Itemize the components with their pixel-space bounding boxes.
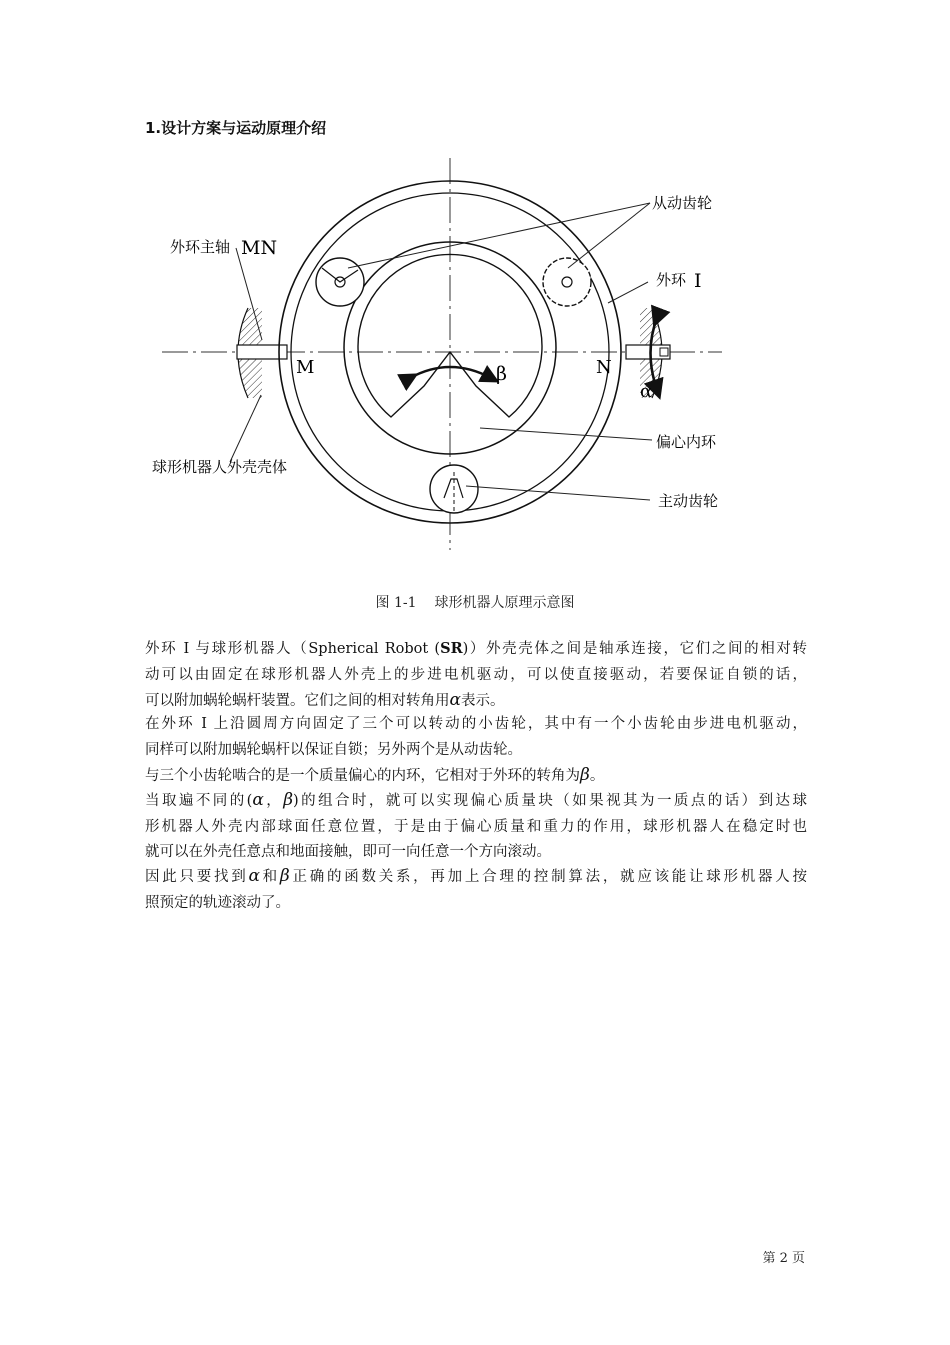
- paragraph-2: [145, 712, 807, 763]
- label-outer-axis-mn: MN: [241, 237, 278, 259]
- driven-gear-left: [316, 258, 364, 306]
- alpha-symbol: α: [252, 790, 264, 810]
- beta-symbol: β: [580, 765, 590, 785]
- paragraph-1-line-3: 可以附加蜗轮蜗杆装置。它们之间的相对转角用α表示。: [145, 690, 505, 710]
- label-point-m: M: [296, 357, 315, 378]
- alpha-symbol: α: [449, 690, 461, 710]
- page-number: 第 2 页: [762, 1251, 805, 1266]
- label-outer-ring: 外环: [656, 271, 687, 289]
- label-shell: 球形机器人外壳壳体: [152, 458, 288, 476]
- paragraph-2-line-1: 在外环 I 上沿圆周方向固定了三个可以转动的小齿轮，其中有一个小齿轮由步进电机驱动，: [145, 716, 807, 732]
- figure-caption: [0, 592, 950, 612]
- paragraph-4: [145, 788, 807, 866]
- right-shaft-key: [660, 348, 668, 356]
- figure-caption-text: 球形机器人原理示意图: [434, 595, 575, 611]
- label-beta: β: [496, 363, 507, 385]
- alpha-symbol: α: [248, 866, 260, 886]
- paragraph-5: [145, 864, 807, 916]
- driving-gear: [430, 465, 478, 513]
- paragraph-5-line-1: 因此只要找到α和β正确的函数关系，再加上合理的控制算法，就应该能让球形机器人按: [145, 866, 808, 886]
- paragraph-4-line-1: 当取遍不同的(α，β)的组合时，就可以实现偏心质量块（如果视其为一质点的话）到达球: [145, 790, 807, 810]
- paragraph-1-line-2: 动可以由固定在球形机器人外壳上的步进电机驱动，可以使直接驱动，若要保证自锁的话，: [145, 666, 807, 683]
- label-alpha: α: [640, 381, 653, 402]
- paragraph-4-line-2: 形机器人外壳内部球面任意位置，于是由于偏心质量和重力的作用，球形机器人在稳定时也: [145, 818, 807, 835]
- label-driven-gear: 从动齿轮: [652, 194, 713, 212]
- label-driving-gear: 主动齿轮: [658, 492, 719, 510]
- spherical-robot-diagram: [0, 0, 950, 590]
- section-heading: 1.设计方案与运动原理介绍: [145, 119, 327, 137]
- beta-symbol: β: [283, 790, 294, 810]
- paragraph-2-line-2: 同样可以附加蜗轮蜗杆以保证自锁；另外两个是从动齿轮。: [145, 741, 522, 758]
- label-point-n: N: [596, 357, 612, 378]
- label-outer-axis: 外环主轴: [170, 238, 231, 256]
- paragraph-3-line-1: 与三个小齿轮啮合的是一个质量偏心的内环，它相对于外环的转角为β。: [145, 765, 605, 785]
- beta-symbol: β: [279, 866, 290, 886]
- label-outer-ring-numeral: I: [694, 270, 702, 292]
- driven-gear-right: [543, 258, 591, 306]
- figure-number: 图 1-1: [375, 595, 417, 611]
- label-eccentric-inner-ring: 偏心内环: [656, 433, 717, 451]
- paragraph-1-line-1: 外环 I 与球形机器人（Spherical Robot (SR)）外壳壳体之间是轴承连接，它们之间的相对转: [145, 640, 807, 657]
- paragraph-3: [145, 763, 807, 790]
- paragraph-4-line-3: 就可以在外壳任意点和地面接触，即可一向任意一个方向滚动。: [145, 844, 551, 860]
- paragraph-5-line-2: 照预定的轨迹滚动了。: [145, 894, 290, 911]
- paragraph-1: [145, 636, 807, 715]
